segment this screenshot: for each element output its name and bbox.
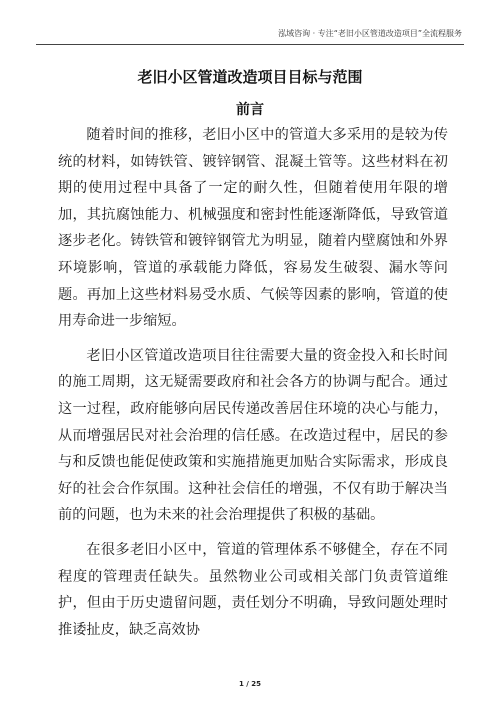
section-heading: 前言 <box>236 102 264 118</box>
document-body <box>58 122 448 651</box>
page-number: 1 / 25 <box>238 680 262 688</box>
paragraph-2: 老旧小区管道改造项目往往需要大量的资金投入和长时间的施工周期，这无疑需要政府和社会各方的协调与配合。通过这一过程，政府能够向居民传递改善居住环境的决心与能力，从而增强居民对社会治理的信任感。在改造过程中，居民的参与和反馈也能促使政策和实施措施更加贴合实际需求，形成良好的社会合作氛围。这种社会信任的增强，不仅有助于解决当前的问题，也为未来的社会治理提供了积极的基础。 <box>58 347 448 524</box>
header-divider <box>36 44 464 45</box>
document-title: 老旧小区管道改造项目目标与范围 <box>137 68 363 86</box>
page-header: 泓域咨询 · 专注“老旧小区管道改造项目”全流程服务 <box>278 29 462 38</box>
paragraph-1: 随着时间的推移，老旧小区中的管道大多采用的是较为传统的材料，如铸铁管、镀锌钢管、混凝土管等。这些材料在初期的使用过程中具备了一定的耐久性，但随着使用年限的增加，其抗腐蚀能力、机械强度和密封性能逐渐降低，导致管道逐步老化。铸铁管和镀锌钢管尤为明显，随着内壁腐蚀和外界环境影响，管道的承载能力降低，容易发生破裂、漏水等问题。再加上这些材料易受水质、气候等因素的影响，管道的使用寿命进一步缩短。 <box>58 127 448 330</box>
paragraph-3: 在很多老旧小区中，管道的管理体系不够健全，存在不同程度的管理责任缺失。虽然物业公司或相关部门负责管道维护，但由于历史遗留问题，责任划分不明确，导致问题处理时推诿扯皮，缺乏高效协 <box>58 541 448 638</box>
